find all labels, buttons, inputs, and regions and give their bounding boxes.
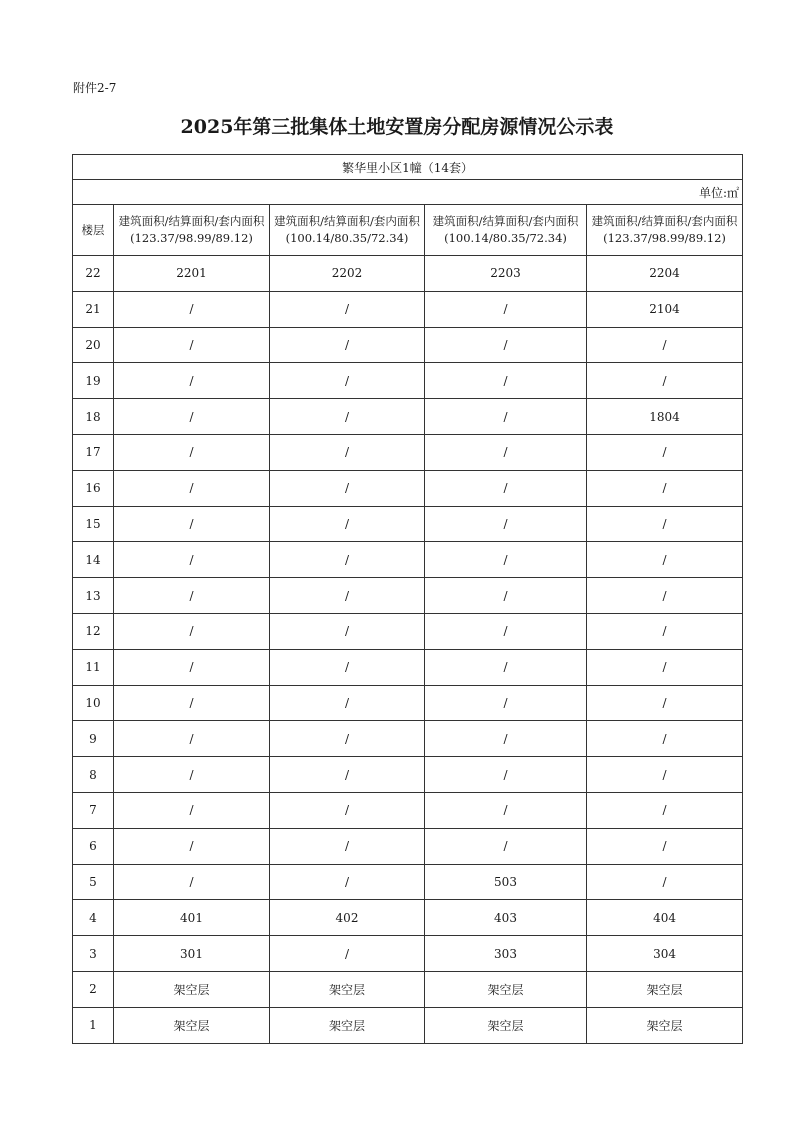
room-cell: / xyxy=(114,578,270,614)
room-type-header: 建筑面积/结算面积/套内面积(123.37/98.99/89.12) xyxy=(587,205,743,256)
floor-number: 11 xyxy=(73,649,114,685)
room-cell: / xyxy=(270,470,425,506)
room-cell: / xyxy=(270,649,425,685)
floor-number: 17 xyxy=(73,434,114,470)
room-cell: / xyxy=(270,721,425,757)
table-row xyxy=(73,721,743,757)
table-row xyxy=(73,936,743,972)
table-row xyxy=(73,542,743,578)
floor-number: 22 xyxy=(73,256,114,292)
room-cell: / xyxy=(114,363,270,399)
room-cell: / xyxy=(425,578,587,614)
room-cell: / xyxy=(270,578,425,614)
room-type-header: 建筑面积/结算面积/套内面积(100.14/80.35/72.34) xyxy=(270,205,425,256)
attachment-label: 附件2-7 xyxy=(73,81,117,95)
room-cell: / xyxy=(587,757,743,793)
room-cell: / xyxy=(114,470,270,506)
room-cell: / xyxy=(270,936,425,972)
community-header: 繁华里小区1幢（14套） xyxy=(73,155,743,180)
room-cell: / xyxy=(587,506,743,542)
table-row xyxy=(73,613,743,649)
room-cell: / xyxy=(425,757,587,793)
table-row xyxy=(73,685,743,721)
table-body xyxy=(73,155,743,1044)
room-cell: / xyxy=(270,685,425,721)
room-cell: 402 xyxy=(270,900,425,936)
room-type-header: 建筑面积/结算面积/套内面积(100.14/80.35/72.34) xyxy=(425,205,587,256)
floor-number: 10 xyxy=(73,685,114,721)
room-cell: / xyxy=(270,542,425,578)
room-cell: 303 xyxy=(425,936,587,972)
room-cell: 架空层 xyxy=(114,971,270,1007)
table-row xyxy=(73,291,743,327)
floor-number: 15 xyxy=(73,506,114,542)
table-row xyxy=(73,828,743,864)
room-cell: / xyxy=(425,327,587,363)
room-cell: / xyxy=(114,864,270,900)
room-cell: / xyxy=(270,864,425,900)
room-cell: 架空层 xyxy=(425,1007,587,1043)
floor-number: 5 xyxy=(73,864,114,900)
room-cell: / xyxy=(425,434,587,470)
room-cell: 1804 xyxy=(587,399,743,435)
room-cell: 架空层 xyxy=(587,971,743,1007)
room-cell: / xyxy=(587,542,743,578)
table-row xyxy=(73,649,743,685)
floor-column-header: 楼层 xyxy=(73,205,114,256)
floor-number: 8 xyxy=(73,757,114,793)
room-cell: 304 xyxy=(587,936,743,972)
unit-row xyxy=(73,180,743,205)
room-cell: / xyxy=(425,649,587,685)
room-cell: 403 xyxy=(425,900,587,936)
floor-number: 4 xyxy=(73,900,114,936)
room-cell: / xyxy=(114,649,270,685)
table-row xyxy=(73,256,743,292)
table-row xyxy=(73,399,743,435)
room-cell: / xyxy=(425,613,587,649)
room-cell: / xyxy=(270,363,425,399)
floor-number: 2 xyxy=(73,971,114,1007)
room-cell: / xyxy=(270,757,425,793)
table-row xyxy=(73,327,743,363)
floor-number: 13 xyxy=(73,578,114,614)
room-cell: / xyxy=(270,506,425,542)
room-cell: / xyxy=(114,613,270,649)
floor-number: 14 xyxy=(73,542,114,578)
room-cell: / xyxy=(114,434,270,470)
column-header-row xyxy=(73,205,743,256)
room-cell: / xyxy=(587,721,743,757)
room-cell: / xyxy=(114,721,270,757)
room-cell: / xyxy=(587,363,743,399)
room-cell: / xyxy=(425,828,587,864)
room-cell: 404 xyxy=(587,900,743,936)
room-cell: 2104 xyxy=(587,291,743,327)
floor-number: 3 xyxy=(73,936,114,972)
room-cell: 2201 xyxy=(114,256,270,292)
room-cell: / xyxy=(425,399,587,435)
room-cell: 503 xyxy=(425,864,587,900)
room-cell: / xyxy=(425,363,587,399)
room-cell: / xyxy=(114,399,270,435)
room-cell: / xyxy=(114,685,270,721)
room-cell: / xyxy=(114,828,270,864)
document-title: 2025年第三批集体土地安置房分配房源情况公示表 xyxy=(180,116,614,138)
room-cell: / xyxy=(425,792,587,828)
table-row xyxy=(73,434,743,470)
community-header-row xyxy=(73,155,743,180)
room-cell: / xyxy=(425,470,587,506)
room-cell: / xyxy=(270,828,425,864)
floor-number: 21 xyxy=(73,291,114,327)
room-cell: / xyxy=(425,721,587,757)
room-cell: 2204 xyxy=(587,256,743,292)
room-cell: / xyxy=(114,792,270,828)
room-cell: 301 xyxy=(114,936,270,972)
room-cell: / xyxy=(270,792,425,828)
room-cell: 2202 xyxy=(270,256,425,292)
room-cell: / xyxy=(270,434,425,470)
floor-number: 7 xyxy=(73,792,114,828)
table-row xyxy=(73,470,743,506)
room-cell: / xyxy=(587,613,743,649)
floor-number: 20 xyxy=(73,327,114,363)
room-cell: 架空层 xyxy=(270,971,425,1007)
table-row xyxy=(73,1007,743,1043)
floor-number: 16 xyxy=(73,470,114,506)
room-cell: 401 xyxy=(114,900,270,936)
room-cell: / xyxy=(587,685,743,721)
room-cell: 架空层 xyxy=(587,1007,743,1043)
room-cell: / xyxy=(114,542,270,578)
room-cell: / xyxy=(270,291,425,327)
room-cell: / xyxy=(114,506,270,542)
room-cell: / xyxy=(587,434,743,470)
floor-number: 1 xyxy=(73,1007,114,1043)
room-cell: / xyxy=(425,542,587,578)
room-cell: 2203 xyxy=(425,256,587,292)
room-cell: 架空层 xyxy=(425,971,587,1007)
room-cell: / xyxy=(114,291,270,327)
table-row xyxy=(73,363,743,399)
floor-number: 18 xyxy=(73,399,114,435)
floor-number: 12 xyxy=(73,613,114,649)
room-cell: / xyxy=(587,828,743,864)
housing-allocation-table xyxy=(72,154,743,1044)
floor-number: 19 xyxy=(73,363,114,399)
table-row xyxy=(73,900,743,936)
room-cell: / xyxy=(425,291,587,327)
room-cell: / xyxy=(114,327,270,363)
unit-label: 单位:㎡ xyxy=(73,180,743,205)
room-cell: / xyxy=(587,327,743,363)
room-cell: 架空层 xyxy=(270,1007,425,1043)
room-cell: / xyxy=(270,327,425,363)
table-row xyxy=(73,506,743,542)
room-cell: / xyxy=(587,470,743,506)
room-cell: / xyxy=(587,792,743,828)
room-type-header: 建筑面积/结算面积/套内面积(123.37/98.99/89.12) xyxy=(114,205,270,256)
room-cell: 架空层 xyxy=(114,1007,270,1043)
room-cell: / xyxy=(425,685,587,721)
table-row xyxy=(73,792,743,828)
room-cell: / xyxy=(587,649,743,685)
room-cell: / xyxy=(425,506,587,542)
floor-number: 6 xyxy=(73,828,114,864)
table-row xyxy=(73,971,743,1007)
room-cell: / xyxy=(270,399,425,435)
room-cell: / xyxy=(114,757,270,793)
room-cell: / xyxy=(270,613,425,649)
floor-number: 9 xyxy=(73,721,114,757)
table-row xyxy=(73,757,743,793)
room-cell: / xyxy=(587,578,743,614)
table-row xyxy=(73,578,743,614)
table-row xyxy=(73,864,743,900)
room-cell: / xyxy=(587,864,743,900)
